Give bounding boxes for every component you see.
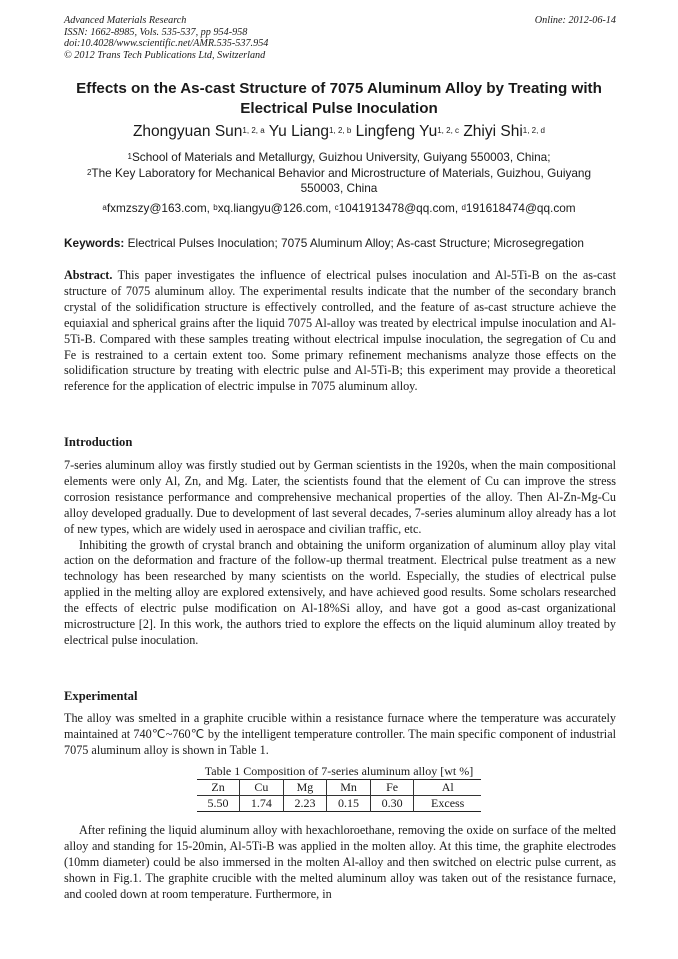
email-superscript: c [334, 203, 339, 212]
online-date: Online: 2012-06-14 [534, 15, 616, 26]
table-header-cell: Mn [327, 780, 371, 796]
affiliation-1 [58, 150, 620, 166]
table-cell: 0.15 [327, 796, 371, 812]
affiliation-2-line-2: 550003, China [300, 181, 378, 195]
author-superscript: 1, 2, c [437, 126, 460, 135]
doi-line: doi:10.4028/www.scientific.net/AMR.535-537.954 [64, 38, 269, 50]
abstract-text: This paper investigates the influence of electrical pulses inoculation and Al-5Ti-B on the as-cast structure of 7075 aluminum alloy. The experimental results indicate that the number of the secondary branch crystal of the solidification structure is effectively controlled, and the feature of as-cast structure achieve the equiaxial and spherical grains after the liquid 7075 Al-alloy was treated by electrical impulse inoculation and Al-5Ti-B. Compared with these samples treating without electrical impulse inoculation, the segregation of Cu and Fe is restrained to a certain extent too. Some primary refinement mechanisms analyze those effects on the solidification structure by treating with electric pulse and Al-5Ti-B; this experiment may provide a theoretical reference for the application of electric impulse in 7075 aluminum alloy. [64, 268, 616, 394]
paragraph: 7-series aluminum alloy was firstly studied out by German scientists in the 1920s, when the main compositional elements were only Al, Zn, and Mg. Later, the scientists found that the element of Cu can improve the stress corrosion resistance performance and comprehensive mechanical properties of the alloy. Then Al-Zn-Mg-Cu alloy developed gradually. Due to development of last several decades, 7-series aluminum alloy already has a lot of new types, which are widely used in aerospace and civilian traffic, etc. [64, 458, 616, 536]
affiliation-superscript: 2 [86, 167, 92, 177]
table-cell: 5.50 [207, 796, 229, 810]
abstract [64, 268, 616, 395]
table-header-cell: Fe [370, 780, 414, 796]
author-superscript: 1, 2, d [522, 126, 546, 135]
paragraph: The alloy was smelted in a graphite crucible within a resistance furnace where the temperature was accurately maintained at 740℃~760℃ by the intelligent temperature controller. The main specific component of industrial 7075 aluminum alloy is shown in Table 1. [64, 711, 616, 757]
author-superscript: 1, 2, b [329, 126, 352, 135]
email-address: xq.liangyu@126.com, [217, 201, 332, 215]
experimental-heading: Experimental [64, 689, 138, 703]
title-line-1: Effects on the As-cast Structure of 7075 Aluminum Alloy by Treating with [76, 80, 602, 97]
paragraph: Inhibiting the growth of crystal branch and obtaining the uniform organization of aluminum alloy play vital action on the deformation and fracture of the follow-up thermal treatment. Electrical pulse treatment as a new technology has been researched by many scientists on the world. Especially, the studies of electrical pulse applied in the melting alloy are explored extensively, and have achieved good results. Some scholars researched the effects of electric pulse modification on Al-18%Si alloy, and have got a good as-cast organizational microstructure [2]. In this work, the authors tried to explore the effects on the liquid aluminum alloy treated by electrical pulse inoculation. [64, 537, 616, 647]
affiliation-2 [58, 166, 620, 182]
table-1 [197, 764, 481, 812]
table-header-cell: Zn [197, 780, 240, 796]
composition-table [197, 779, 481, 812]
email-address: fxmzszy@163.com, [106, 201, 210, 215]
table-header-row [197, 780, 481, 796]
author-emails [58, 201, 620, 216]
author-name: Zhongyuan Sun [132, 123, 243, 140]
experimental-body-continued [64, 823, 616, 903]
paragraph: After refining the liquid aluminum alloy with hexachloroethane, removing the oxide on surface of the melted alloy and standing for 15-20min, Al-5Ti-B was applied in the molten alloy. At this time, the graphite electrodes (10mm diameter) could be also immersed in the molten Al-alloy and then switched on electric pulse current, as shown in Fig.1. The graphite crucible with the melted aluminum alloy was taken out of the resistance furnace, and cooled down at room temperature. Furthermore, in [64, 823, 616, 901]
email-address: 191618474@qq.com [465, 201, 576, 215]
keywords-text: Electrical Pulses Inoculation; 7075 Aluminum Alloy; As-cast Structure; Microsegregation [127, 236, 584, 250]
issn-line: ISSN: 1662-8985, Vols. 535-537, pp 954-958 [64, 26, 248, 38]
email-superscript: b [213, 203, 218, 212]
table-cell: Excess [414, 796, 481, 812]
keywords [64, 236, 624, 251]
table-row [197, 796, 481, 812]
affiliations [58, 150, 620, 197]
experimental-body [64, 711, 616, 759]
table-header-cell: Cu [240, 780, 284, 796]
introduction-body [64, 458, 616, 649]
table-cell: 0.30 [370, 796, 414, 812]
author-list [58, 122, 620, 142]
table-header-cell: Al [414, 780, 481, 796]
author-name: Lingfeng Yu [355, 123, 438, 140]
affiliation-text: School of Materials and Metallurgy, Guizhou University, Guiyang 550003, China; [131, 150, 551, 164]
table-cell: 2.23 [283, 796, 327, 812]
author-name: Zhiyi Shi [463, 123, 523, 140]
affiliation-superscript: 1 [127, 152, 132, 161]
email-address: 1041913478@qq.com, [338, 201, 459, 215]
table-caption: Table 1 Composition of 7-series aluminum alloy [wt %] [204, 764, 474, 778]
table-cell: 1.74 [240, 796, 284, 812]
keywords-label: Keywords: [64, 236, 125, 250]
author-name: Yu Liang [268, 123, 330, 140]
affiliation-text: The Key Laboratory for Mechanical Behavior and Microstructure of Materials, Guizhou, Guiyang [91, 165, 592, 180]
author-superscript: 1, 2, a [242, 126, 265, 135]
email-superscript: a [102, 203, 107, 212]
table-header-cell: Mg [283, 780, 327, 796]
journal-name: Advanced Materials Research [64, 15, 187, 26]
introduction-heading: Introduction [64, 435, 133, 449]
title-line-2: Electrical Pulse Inoculation [240, 100, 438, 117]
email-superscript: d [461, 203, 466, 212]
paper-title [58, 79, 620, 119]
copyright-line: © 2012 Trans Tech Publications Ltd, Switzerland [64, 49, 266, 61]
abstract-label: Abstract. [64, 268, 113, 282]
journal-header [64, 15, 616, 61]
